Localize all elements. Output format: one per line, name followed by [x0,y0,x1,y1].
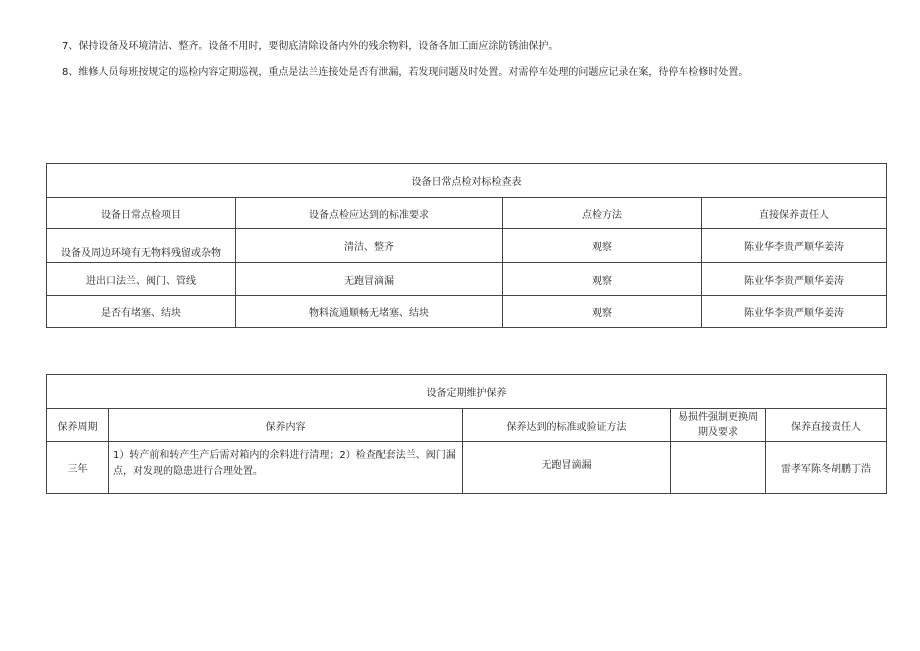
cell-responsible: 陈业华李贵严顺华姜涛 [702,263,887,296]
table-row [47,442,887,494]
header-cycle: 保养周期 [47,409,109,442]
table-row [47,296,887,328]
cell-responsible: 陈业华李贵严顺华姜涛 [702,296,887,328]
cell-item: 设备及周边环境有无物料残留或杂物 [47,229,236,263]
header-responsible: 保养直接责任人 [766,409,887,442]
cell-standard: 无跑冒滴漏 [236,263,503,296]
header-method: 点检方法 [503,198,702,229]
daily-table-title: 设备日常点检对标检查表 [47,164,887,198]
header-item: 设备日常点检项目 [47,198,236,229]
header-standard: 设备点检应达到的标准要求 [236,198,503,229]
header-wear-parts: 易损件强制更换周期及要求 [671,409,766,442]
cell-verification: 无跑冒滴漏 [463,442,671,494]
cell-responsible: 雷孝军陈冬胡鹏丁浩 [766,442,887,494]
periodic-table-title: 设备定期维护保养 [47,375,887,409]
cell-standard: 物料流通顺畅无堵塞、结块 [236,296,503,328]
cell-standard: 清洁、整齐 [236,229,503,263]
daily-inspection-table [46,163,887,328]
cell-item: 进出口法兰、阀门、管线 [47,263,236,296]
cell-wear-parts [671,442,766,494]
header-content: 保养内容 [109,409,463,442]
periodic-maintenance-table [46,374,887,494]
paragraph-7: 7、保持设备及环境清洁、整齐。设备不用时，要彻底清除设备内外的残余物料，设备各加工面应涂防锈油保护。 [62,41,559,52]
table-row [47,229,887,263]
cell-cycle: 三年 [47,442,109,494]
cell-method: 观察 [503,263,702,296]
header-responsible: 直接保养责任人 [702,198,887,229]
header-verification: 保养达到的标准或验证方法 [463,409,671,442]
cell-responsible: 陈业华李贵严顺华姜涛 [702,229,887,263]
cell-item: 是否有堵塞、结块 [47,296,236,328]
cell-method: 观察 [503,229,702,263]
table-row [47,263,887,296]
cell-method: 观察 [503,296,702,328]
paragraph-8: 8、维修人员每班按规定的巡检内容定期巡视，重点是法兰连接处是否有泄漏，若发现问题及时处置。对需停车处理的问题应记录在案，待停车检修时处置。 [62,67,749,78]
cell-content: 1）转产前和转产生产后需对箱内的余料进行清理；2）检查配套法兰、阀门漏点，对发现的隐患进行合理处置。 [109,442,463,494]
